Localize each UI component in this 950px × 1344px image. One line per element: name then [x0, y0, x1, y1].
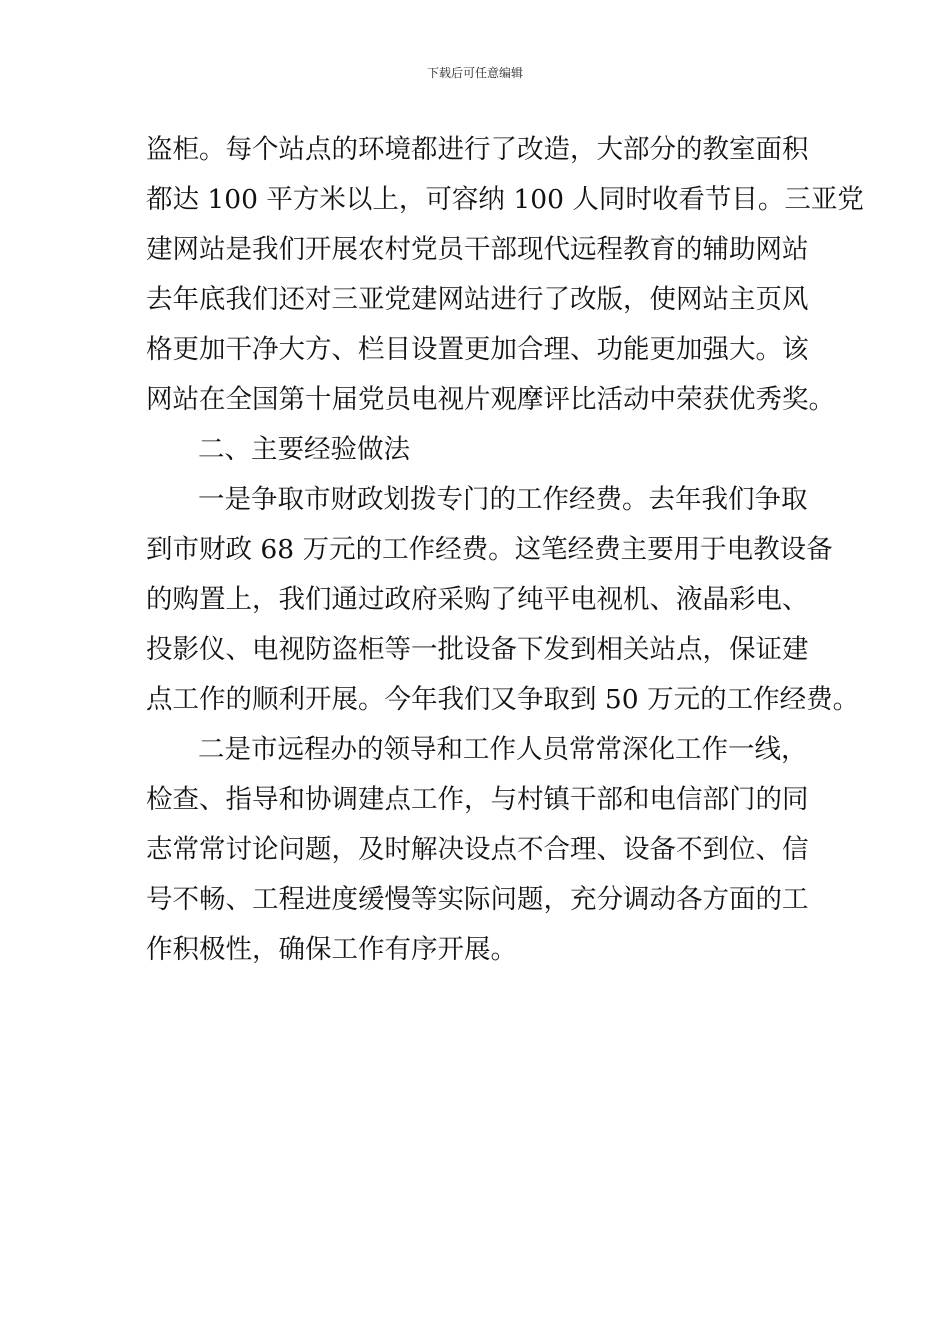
text-line: 到市财政 68 万元的工作经费。这笔经费主要用于电教设备 [146, 534, 833, 565]
text-line: 号不畅、工程进度缓慢等实际问题，充分调动各方面的工 [146, 884, 809, 915]
section-heading: 二、主要经验做法 [198, 434, 410, 465]
text-line: 作积极性，确保工作有序开展。 [146, 934, 517, 965]
text-line: 检查、指导和协调建点工作，与村镇干部和电信部门的同 [146, 784, 809, 815]
text-line: 投影仪、电视防盗柜等一批设备下发到相关站点，保证建 [146, 634, 809, 665]
text-line: 一是争取市财政划拨专门的工作经费。去年我们争取 [198, 484, 808, 515]
page-header: 下载后可任意编辑 [426, 66, 523, 80]
text-line: 都达 100 平方米以上，可容纳 100 人同时收看节目。三亚党 [146, 184, 864, 215]
text-line: 的购置上，我们通过政府采购了纯平电视机、液晶彩电、 [146, 584, 809, 615]
text-line: 格更加干净大方、栏目设置更加合理、功能更加强大。该 [146, 334, 809, 365]
text-line: 二是市远程办的领导和工作人员常常深化工作一线， [198, 734, 808, 765]
text-line: 去年底我们还对三亚党建网站进行了改版，使网站主页风 [146, 284, 809, 315]
text-line: 建网站是我们开展农村党员干部现代远程教育的辅助网站 [146, 234, 809, 265]
text-line: 志常常讨论问题，及时解决设点不合理、设备不到位、信 [146, 834, 809, 865]
text-line: 点工作的顺利开展。今年我们又争取到 50 万元的工作经费。 [146, 684, 860, 715]
text-line: 盗柜。每个站点的环境都进行了改造，大部分的教室面积 [146, 134, 809, 165]
text-line: 网站在全国第十届党员电视片观摩评比活动中荣获优秀奖。 [146, 384, 835, 415]
